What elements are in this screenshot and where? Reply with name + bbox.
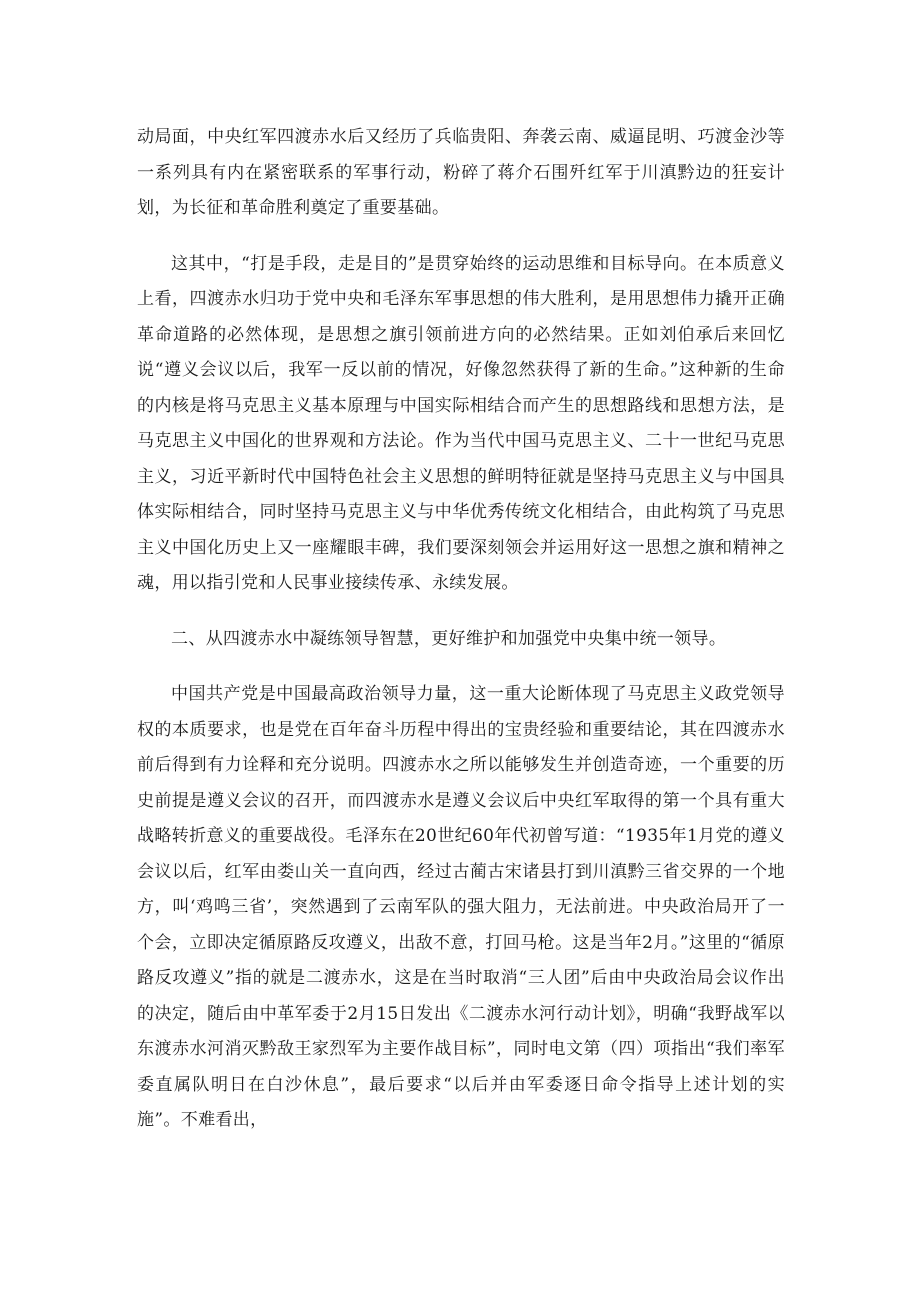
paragraph-leadership: 中国共产党是中国最高政治领导力量，这一重大论断体现了马克思主义政党领导权的本质要求，也是党在百年奋斗历程中得出的宝贵经验和重要结论，其在四渡赤水前后得到有力诠释和充分说明。四渡赤水之所以能够发生并创造奇迹，一个重要的历史前提是遵义会议的召开，而四渡赤水是遵义会议后中央红军取得的第一个具有重大战略转折意义的重要战役。毛泽东在20世纪60年代初曾写道：“1935年1月党的遵义会议以后，红军由娄山关一直向西，经过古蔺古宋诸县打到川滇黔三省交界的一个地方，叫‘鸡鸣三省’，突然遇到了云南军队的强大阻力，无法前进。中央政治局开了一个会，立即决定循原路反攻遵义，出敌不意，打回马枪。这是当年2月。”这里的“循原路反攻遵义”指的就是二渡赤水，这是在当时取消“三人团”后由中央政治局会议作出的决定，随后由中革军委于2月15日发出《二渡赤水河行动计划》，明确“我野战军以东渡赤水河消灭黔敌王家烈军为主要作战目标”，同时电文第（四）项指出“我们率军委直属队明日在白沙休息”，最后要求“以后并由军委逐日命令指导上述计划的实施”。不难看出，	[137, 684, 785, 1130]
paragraph-intro: 动局面，中央红军四渡赤水后又经历了兵临贵阳、奔袭云南、威逼昆明、巧渡金沙等一系列具有内在紧密联系的军事行动，粉碎了蒋介石围歼红军于川滇黔边的狂妄计划，为长征和革命胜利奠定了重要基础。	[137, 127, 785, 218]
document-page	[137, 120, 785, 1159]
section-heading-two: 二、从四渡赤水中凝练领导智慧，更好维护和加强党中央集中统一领导。	[171, 628, 727, 649]
paragraph-thinking: 这其中，“打是手段，走是目的”是贯穿始终的运动思维和目标导向。在本质意义上看，四渡赤水归功于党中央和毛泽东军事思想的伟大胜利，是用思想伟力撬开正确革命道路的必然体现，是思想之旗引领前进方向的必然结果。正如刘伯承后来回忆说“遵义会议以后，我军一反以前的情况，好像忽然获得了新的生命。”这种新的生命的内核是将马克思主义基本原理与中国实际相结合而产生的思想路线和思想方法，是马克思主义中国化的世界观和方法论。作为当代中国马克思主义、二十一世纪马克思主义，习近平新时代中国特色社会主义思想的鲜明特征就是坚持马克思主义与中国具体实际相结合，同时坚持马克思主义与中华优秀传统文化相结合，由此构筑了马克思主义中国化历史上又一座耀眼丰碑，我们要深刻领会并运用好这一思想之旗和精神之魂，用以指引党和人民事业接续传承、永续发展。	[137, 253, 785, 593]
